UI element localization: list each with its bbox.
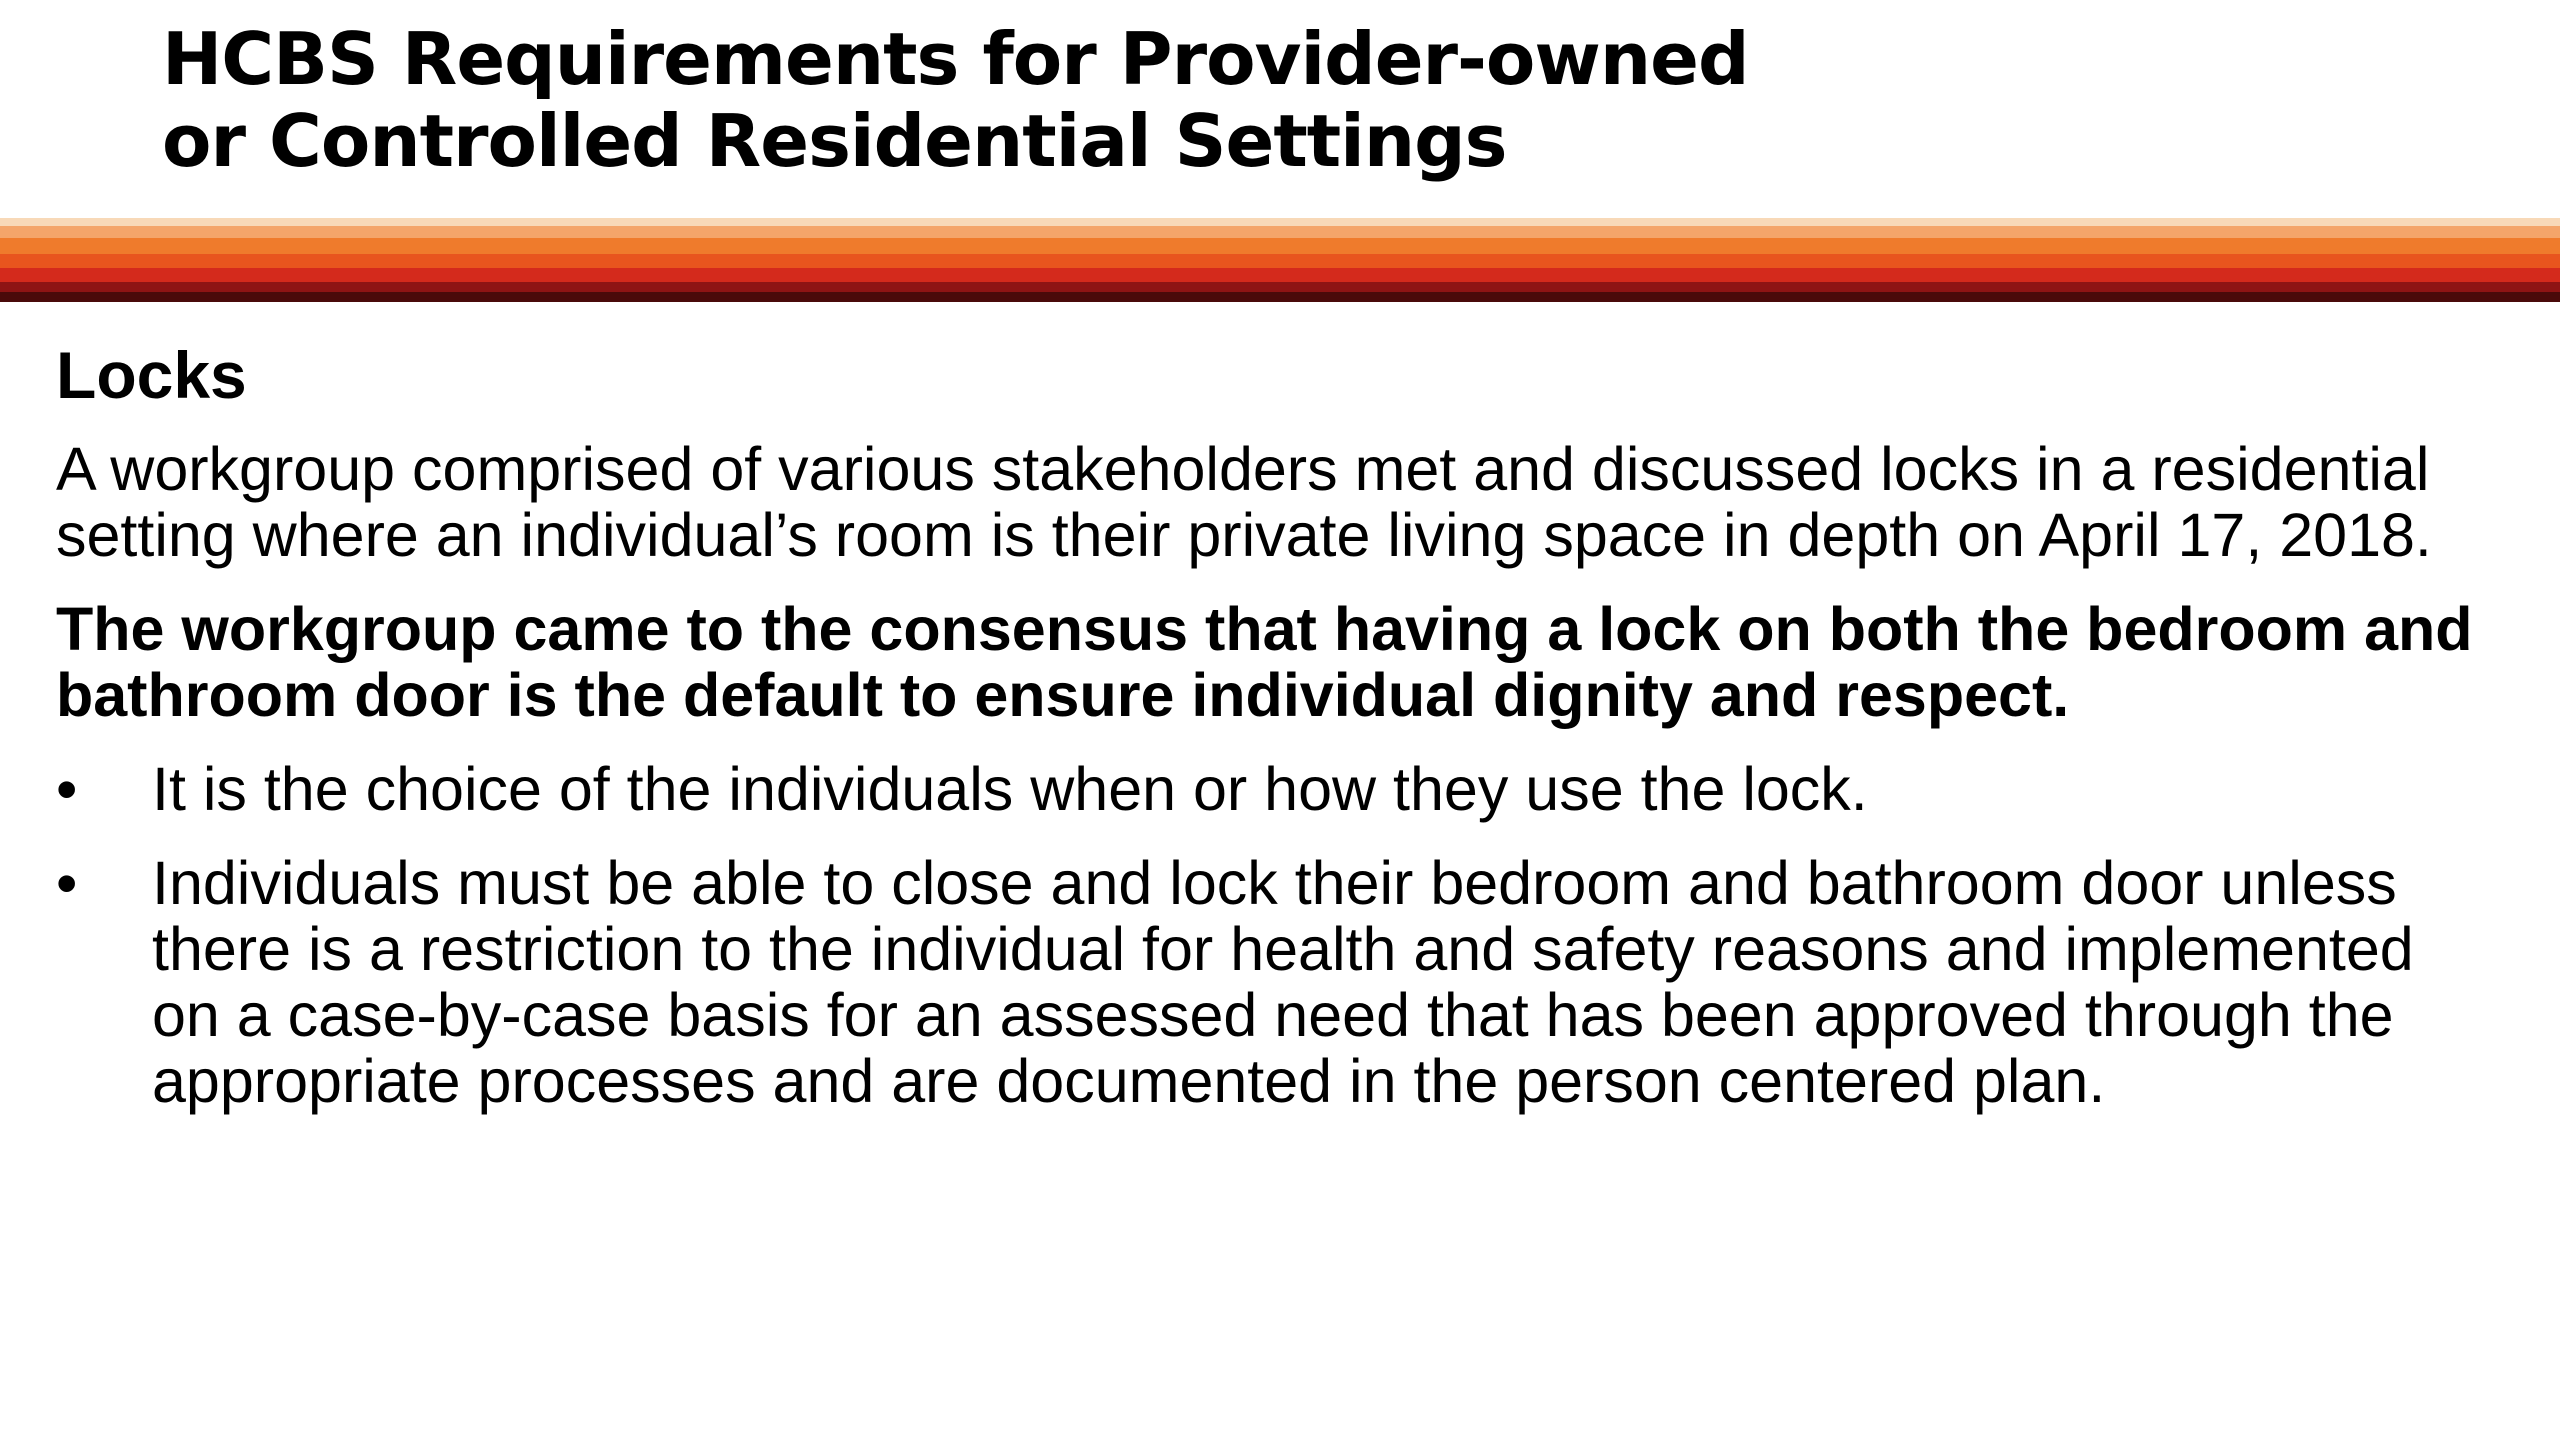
consensus-paragraph: The workgroup came to the consensus that having a lock on both the bedroom and bathroom door is the default to ensure individual dignity and respect. (56, 595, 2473, 729)
stripe-red-orange (0, 254, 2560, 268)
stripe-red (0, 268, 2560, 282)
intro-paragraph: A workgroup comprised of various stakeholders met and discussed locks in a residential setting where an individual’s room is their private living space in depth on April 17, 2018. (56, 435, 2432, 569)
stripe-light (0, 218, 2560, 226)
bullet-marker: • (56, 849, 78, 917)
stripe-dark-red (0, 282, 2560, 292)
decorative-stripe-band (0, 218, 2560, 302)
stripe-maroon (0, 292, 2560, 302)
section-heading: Locks (56, 338, 247, 412)
slide-title (162, 18, 1749, 182)
slide-title-line-1: HCBS Requirements for Provider-owned (162, 17, 1749, 101)
slide-title-line-2: or Controlled Residential Settings (162, 99, 1507, 183)
bullet-item (56, 850, 2496, 1114)
bullet-list (56, 756, 2496, 1114)
slide-header (0, 0, 2560, 215)
bullet-item (56, 756, 2496, 822)
bullet-marker: • (56, 755, 78, 823)
stripe-peach (0, 226, 2560, 238)
slide-body (56, 340, 2496, 1142)
stripe-orange (0, 238, 2560, 254)
bullet-text: Individuals must be able to close and lock their bedroom and bathroom door unless there is a restriction to the individual for health and safety reasons and implemented on a case-by-case basis for an assessed need that has been approved through the appropriate processes and are documented in the person centered plan. (152, 849, 2414, 1115)
bullet-text: It is the choice of the individuals when or how they use the lock. (152, 755, 1868, 823)
